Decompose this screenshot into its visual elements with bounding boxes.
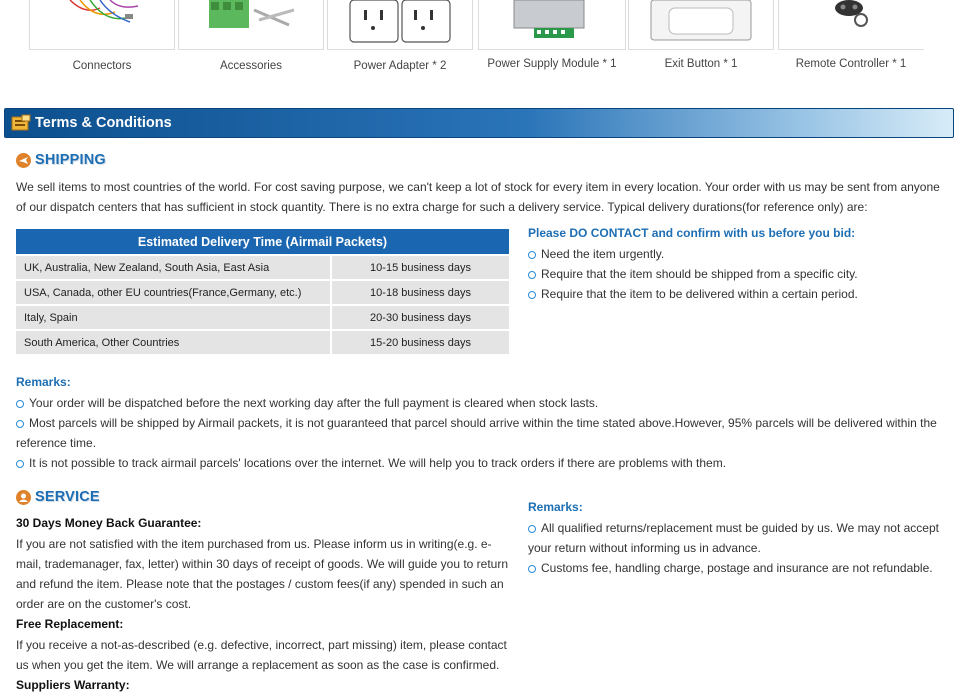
table-row	[16, 304, 509, 329]
product-caption: Remote Controller * 1	[795, 58, 907, 70]
wire-connectors-icon	[29, 0, 175, 50]
power-supply-module-icon	[478, 0, 626, 50]
service-remarks-heading: Remarks:	[528, 500, 583, 514]
product-caption: Power Adapter * 2	[353, 60, 447, 72]
contact-heading: Please DO CONTACT and confirm with us before you bid:	[528, 226, 856, 240]
shipping-heading: SHIPPING	[16, 152, 106, 168]
bullet-icon	[528, 525, 536, 533]
time-cell: 20-30 business days	[332, 304, 509, 329]
product-caption: Power Supply Module * 1	[487, 58, 617, 70]
power-adapter-icon	[327, 0, 473, 50]
terms-conditions-bar	[4, 108, 954, 138]
product-caption: Accessories	[220, 60, 282, 72]
warranty-heading: Suppliers Warranty:	[16, 678, 130, 692]
product-connectors[interactable]	[29, 0, 175, 74]
product-gallery	[0, 0, 958, 95]
service-remarks-list	[528, 518, 946, 578]
free-replacement-text: If you receive a not-as-described (e.g. defective, incorrect, part missing) item, please contact us when you get the item. We will arrange a replacement as soon as the case is confirmed.	[16, 638, 507, 672]
table-row	[16, 329, 509, 354]
accessories-icon	[178, 0, 324, 50]
product-exit-button[interactable]	[628, 0, 774, 72]
time-cell: 10-18 business days	[332, 279, 509, 304]
free-replacement-heading: Free Replacement:	[16, 617, 124, 631]
product-remote-controller[interactable]	[778, 0, 924, 72]
delivery-table-header: Estimated Delivery Time (Airmail Packets)	[16, 229, 509, 254]
delivery-time-table	[16, 229, 509, 354]
region-cell: UK, Australia, New Zealand, South Asia, East Asia	[16, 254, 332, 279]
list-item: Require that the item to be delivered within a certain period.	[528, 284, 948, 304]
money-back-text: If you are not satisfied with the item purchased from us. Please inform us in writing(e.g. e-mail, trademanager, fax, letter) within 30 days of receipt of goods. We will guide you to return and refund the item. Please note that the postages / custom fees(if any) spended in such an order are on the customer's cost.	[16, 537, 509, 611]
shipping-remarks-list	[16, 393, 944, 473]
bullet-icon	[528, 291, 536, 299]
bullet-icon	[528, 271, 536, 279]
bullet-icon	[528, 251, 536, 259]
list-item: All qualified returns/replacement must be guided by us. We may not accept your return without informing us in advance.	[528, 521, 939, 555]
money-back-heading: 30 Days Money Back Guarantee:	[16, 516, 202, 530]
region-cell: USA, Canada, other EU countries(France,Germany, etc.)	[16, 279, 332, 304]
region-cell: South America, Other Countries	[16, 329, 332, 354]
list-item: Customs fee, handling charge, postage and insurance are not refundable.	[528, 558, 946, 578]
bullet-icon	[16, 420, 24, 428]
exit-button-icon	[628, 0, 774, 50]
product-power-adapter[interactable]	[327, 0, 473, 74]
shipping-intro: We sell items to most countries of the world. For cost saving purpose, we can't keep a lot of stock for every item in every location. Your order with us may be sent from anyone of our dispatch centers that has sufficient in stock quantity. There is no extra charge for such a delivery service. Typical delivery durations(for reference only) are:	[16, 180, 940, 214]
time-cell: 10-15 business days	[332, 254, 509, 279]
list-item: Your order will be dispatched before the next working day after the full payment is cleared when stock lasts.	[16, 393, 944, 413]
table-row	[16, 254, 509, 279]
list-item: It is not possible to track airmail parcels' locations over the internet. We will help you to track orders if there are problems with them.	[16, 453, 944, 473]
service-icon	[16, 490, 31, 505]
region-cell: Italy, Spain	[16, 304, 332, 329]
bullet-icon	[16, 400, 24, 408]
product-caption: Connectors	[72, 60, 132, 72]
airplane-icon	[16, 153, 31, 168]
remote-controller-icon	[778, 0, 924, 50]
terms-title: Terms & Conditions	[35, 115, 172, 131]
list-item: Require that the item should be shipped from a specific city.	[528, 264, 948, 284]
product-power-supply-module[interactable]	[478, 0, 626, 72]
list-item: Need the item urgently.	[528, 244, 948, 264]
table-row	[16, 279, 509, 304]
product-caption: Exit Button * 1	[664, 58, 738, 70]
product-accessories[interactable]	[178, 0, 324, 74]
time-cell: 15-20 business days	[332, 329, 509, 354]
contact-list	[528, 244, 948, 304]
service-heading: SERVICE	[16, 489, 100, 505]
bullet-icon	[528, 565, 536, 573]
list-item: Most parcels will be shipped by Airmail packets, it is not guaranteed that parcel should arrive within the time stated above.However, 95% parcels will be delivered within the reference time.	[16, 416, 937, 450]
shipping-remarks-heading: Remarks:	[16, 375, 71, 389]
document-icon	[10, 114, 32, 132]
bullet-icon	[16, 460, 24, 468]
